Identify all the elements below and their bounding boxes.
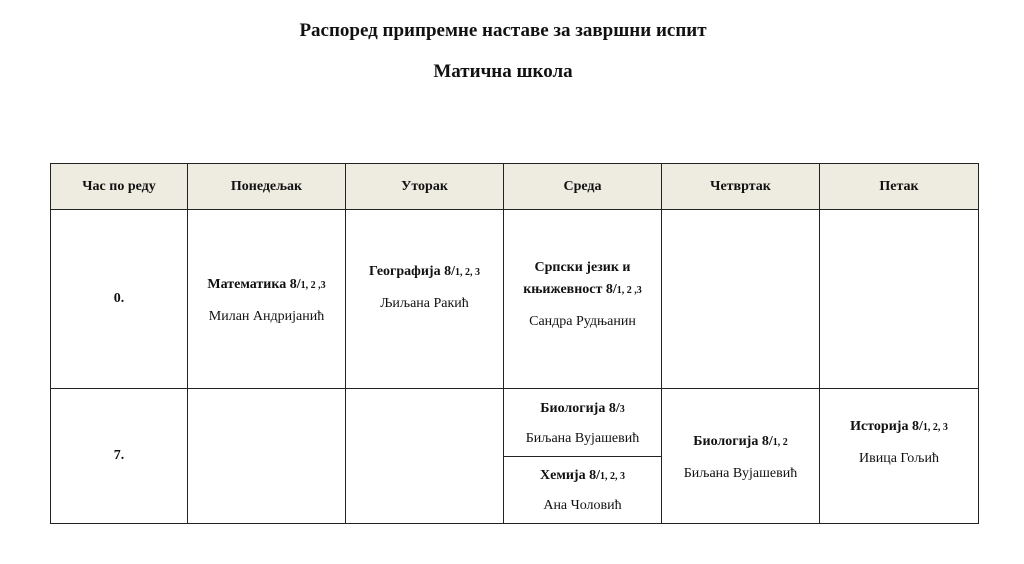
header-thursday: Четвртак xyxy=(662,164,820,210)
thursday-cell xyxy=(662,389,820,524)
document-subtitle: Матична школа xyxy=(433,61,573,82)
thursday-cell xyxy=(662,210,820,389)
teacher-label: Биљана Вујашевић xyxy=(525,430,640,446)
subject-label: Биологија 8/1, 2 xyxy=(693,433,788,449)
hour-cell: 0. xyxy=(51,210,188,389)
schedule-table xyxy=(50,163,979,524)
monday-cell xyxy=(188,210,346,389)
teacher-label: Ивица Гољић xyxy=(859,450,939,466)
table-row xyxy=(51,210,979,389)
wednesday-slot-chemistry xyxy=(504,457,661,524)
subject-label: Историја 8/1, 2, 3 xyxy=(850,418,948,434)
document-title: Распоред припремне наставе за завршни испит xyxy=(299,20,707,41)
monday-cell xyxy=(188,389,346,524)
header-row xyxy=(51,164,979,210)
teacher-label: Сандра Рудњанин xyxy=(529,313,636,329)
wednesday-cell xyxy=(504,389,662,524)
subject-label: Српски језик и књижевност 8/1, 2 ,3 xyxy=(523,259,642,297)
subject-label: Географија 8/1, 2, 3 xyxy=(368,263,480,279)
subject-label: Математика 8/1, 2 ,3 xyxy=(207,276,326,292)
teacher-label: Ана Чоловић xyxy=(543,498,622,514)
teacher-label: Милан Андријанић xyxy=(208,308,325,324)
header-hour: Час по реду xyxy=(51,164,188,210)
header-monday: Понедељак xyxy=(188,164,346,210)
teacher-label: Љиљана Ракић xyxy=(380,295,469,311)
header-friday: Петак xyxy=(820,164,979,210)
subject-label: Хемија 8/1, 2, 3 xyxy=(540,468,625,484)
table-row xyxy=(51,389,979,524)
friday-cell xyxy=(820,210,979,389)
wednesday-slot-biology xyxy=(504,389,661,457)
header-wednesday: Среда xyxy=(504,164,662,210)
wednesday-cell xyxy=(504,210,662,389)
friday-cell xyxy=(820,389,979,524)
subject-label: Биологија 8/3 xyxy=(540,400,625,416)
hour-cell: 7. xyxy=(51,389,188,524)
tuesday-cell xyxy=(346,389,504,524)
header-tuesday: Уторак xyxy=(346,164,504,210)
tuesday-cell xyxy=(346,210,504,389)
teacher-label: Биљана Вујашевић xyxy=(683,465,798,481)
